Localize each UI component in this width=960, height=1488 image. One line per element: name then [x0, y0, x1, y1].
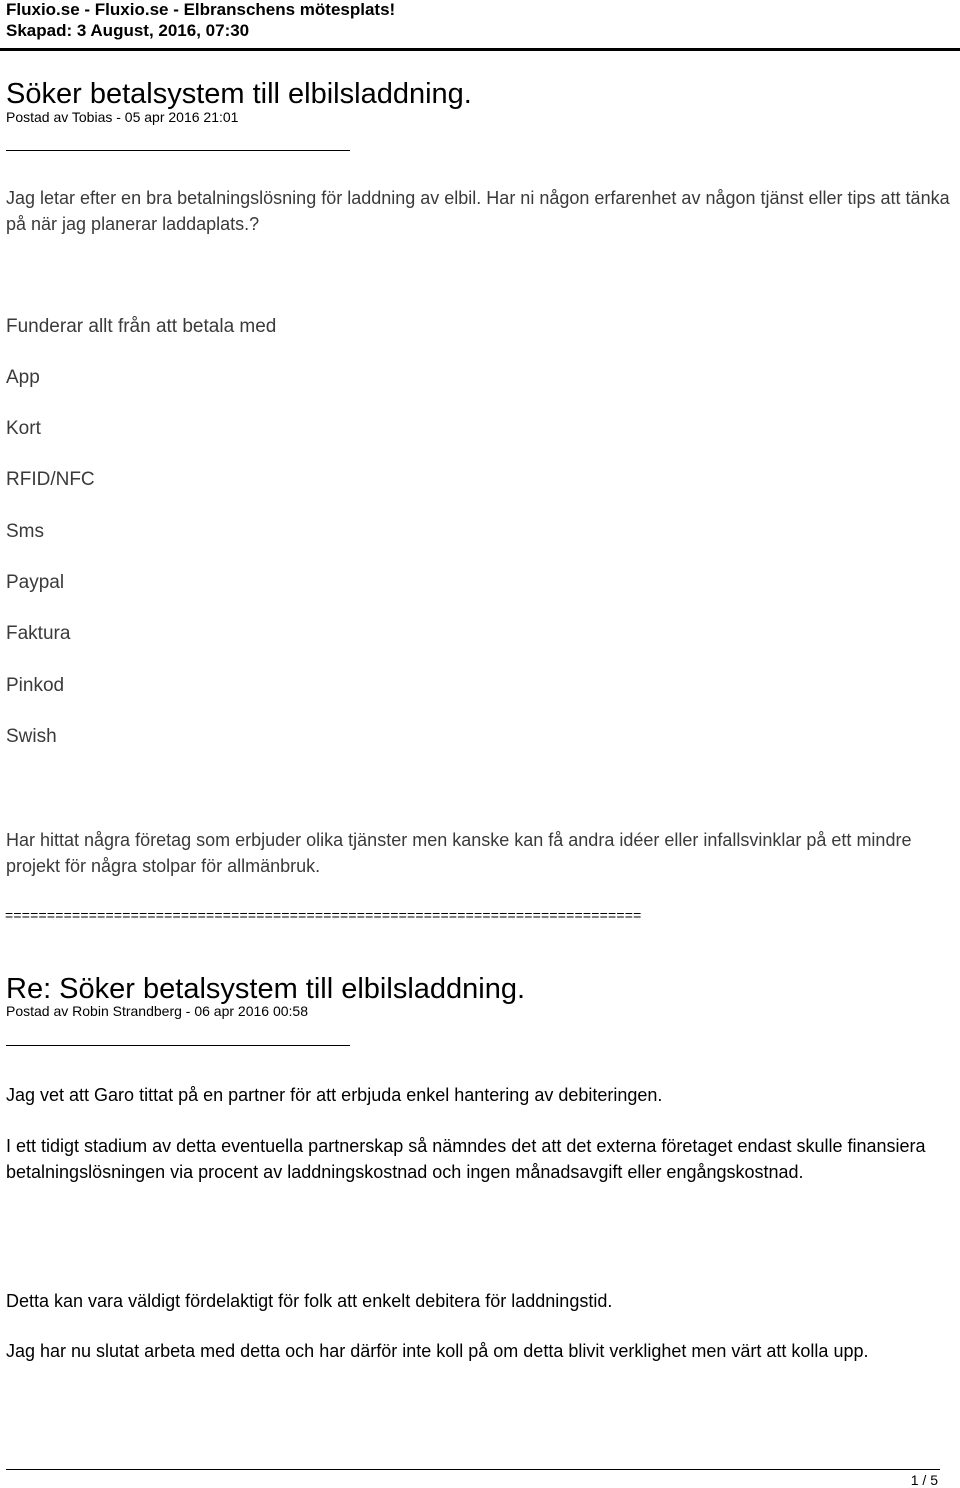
site-title: Fluxio.se - Fluxio.se - Elbranschens mötesplats!	[6, 0, 396, 19]
reply-paragraph: Jag har nu slutat arbeta med detta och har därför inte koll på om detta blivit verklighet men värt att kolla upp.	[6, 1341, 869, 1361]
reply-divider	[6, 1045, 350, 1046]
post-title: Söker betalsystem till elbilsladdning.	[6, 78, 472, 110]
created-timestamp: Skapad: 3 August, 2016, 07:30	[6, 21, 250, 40]
post-intro: Jag letar efter en bra betalningslösning för laddning av elbil. Har ni någon erfarenhet av någon tjänst eller tips att tänka på när jag planerar laddaplats.?	[6, 188, 950, 234]
payment-lead: Funderar allt från att betala med	[6, 316, 277, 337]
payment-option: Sms	[6, 521, 44, 542]
payment-option: Swish	[6, 726, 57, 747]
payment-option: App	[6, 367, 40, 388]
post-meta: Postad av Tobias - 05 apr 2016 21:01	[6, 109, 239, 125]
payment-option: RFID/NFC	[6, 469, 95, 490]
payment-option: Faktura	[6, 623, 71, 644]
payment-option: Kort	[6, 418, 41, 439]
post-closing: Har hittat några företag som erbjuder olika tjänster men kanske kan få andra idéer eller infallsvinklar på ett mindre projekt för några stolpar för allmänbruk.	[6, 830, 912, 876]
reply-paragraph: I ett tidigt stadium av detta eventuella partnerskap så nämndes det att det externa företaget endast skulle finansiera betalningslösningen via procent av laddningskostnad och ingen månadsavgift eller engångskostnad.	[6, 1136, 926, 1182]
reply-paragraph: Detta kan vara väldigt fördelaktigt för folk att enkelt debitera för laddningstid.	[6, 1291, 613, 1311]
page-number: 1 / 5	[910, 1472, 938, 1488]
reply-title: Re: Söker betalsystem till elbilsladdning.	[6, 973, 526, 1005]
post-separator: ============================================================================	[5, 907, 642, 923]
payment-option: Pinkod	[6, 675, 65, 696]
payment-option: Paypal	[6, 572, 65, 593]
footer-divider	[6, 1469, 940, 1470]
post-divider	[6, 150, 350, 151]
reply-paragraph: Jag vet att Garo tittat på en partner för att erbjuda enkel hantering av debiteringen.	[6, 1085, 663, 1105]
reply-meta: Postad av Robin Strandberg - 06 apr 2016 00:58	[6, 1003, 308, 1019]
header-divider	[0, 48, 960, 51]
